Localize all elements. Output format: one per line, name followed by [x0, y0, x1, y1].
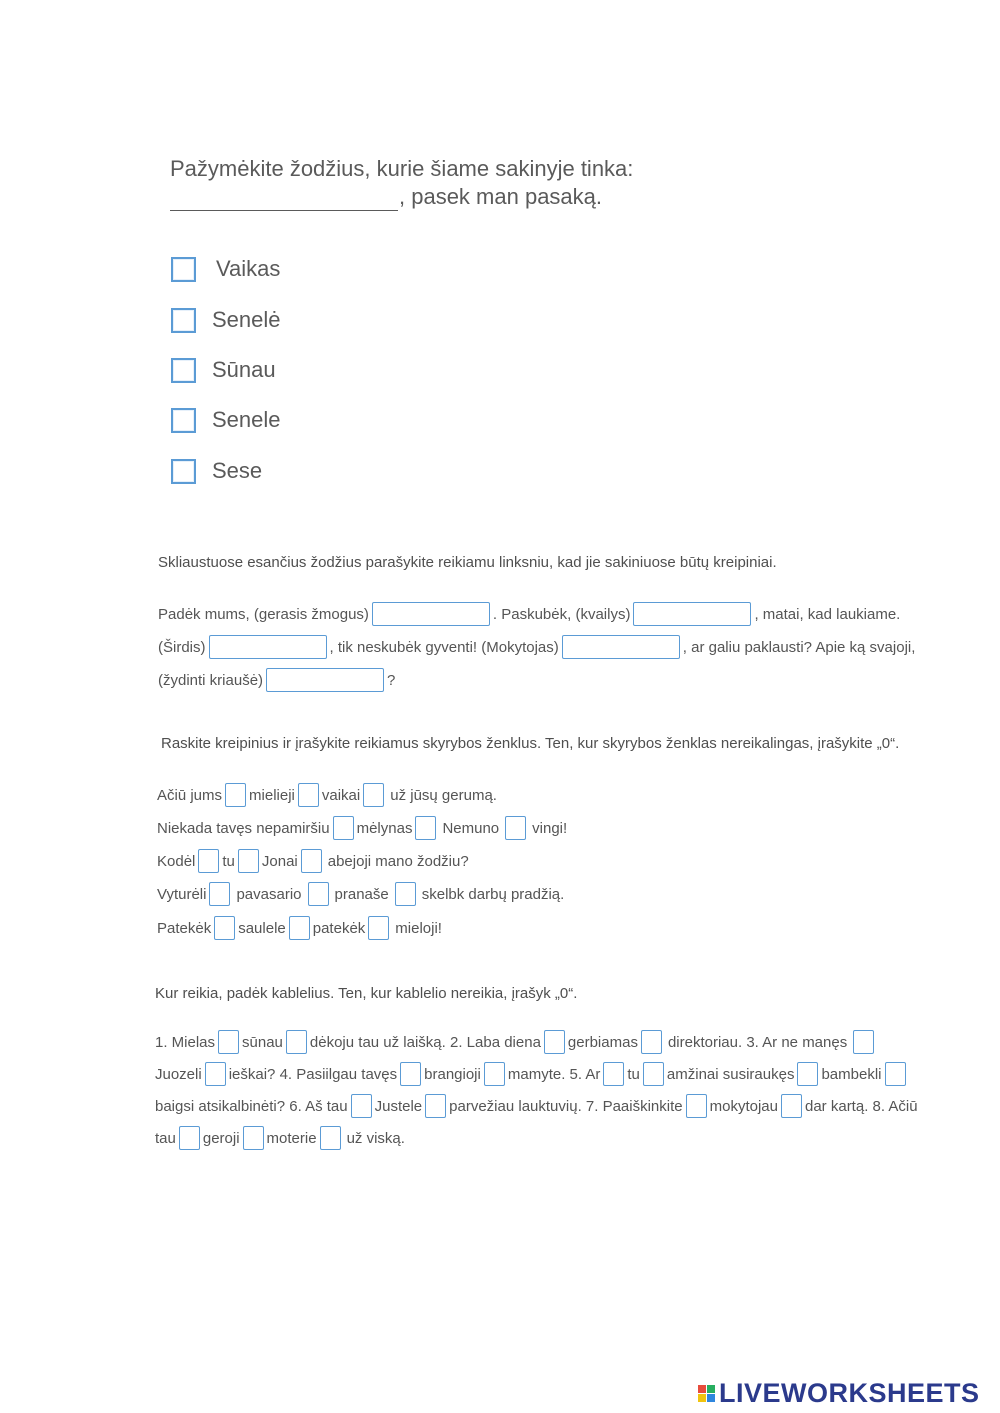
q4-comma-input[interactable]: [641, 1030, 662, 1054]
q3-punct-input[interactable]: [214, 916, 235, 940]
q4-comma-input[interactable]: [351, 1094, 372, 1118]
q1-option-label: Senele: [212, 407, 281, 432]
q1-checkbox-1[interactable]: [171, 308, 196, 333]
q3-text: už jūsų gerumą.: [390, 786, 497, 804]
q3-punct-input[interactable]: [333, 816, 354, 840]
q3-punct-input[interactable]: [289, 916, 310, 940]
q4-text: ieškai? 4. Pasiilgau tavęs: [228, 1065, 398, 1083]
q3-text: Kodėl: [157, 852, 196, 870]
q2-text: , matai, kad laukiame.: [754, 605, 901, 623]
q4-comma-input[interactable]: [205, 1062, 226, 1086]
q4-text: baigsi atsikalbinėti? 6. Aš tau: [155, 1097, 348, 1115]
q1-checkbox-4[interactable]: [171, 459, 196, 484]
q4-text: moterie: [266, 1129, 317, 1147]
q1-option-label: Senelė: [212, 307, 281, 332]
q4-comma-input[interactable]: [781, 1094, 802, 1118]
q3-punct-input[interactable]: [308, 882, 329, 906]
q2-text: (Širdis): [158, 638, 206, 656]
q2-text: (žydinti kriaušė): [158, 671, 264, 689]
q4-text: mokytojau: [709, 1097, 778, 1115]
q4-text: brangioji: [424, 1065, 481, 1083]
q2-text: Padėk mums, (gerasis žmogus): [158, 605, 369, 623]
q3-text: mieloji!: [395, 919, 442, 937]
q4-text: parvežiau lauktuvių. 7. Paaiškinkite: [449, 1097, 683, 1115]
q4-text: dar kartą. 8. Ačiū: [805, 1097, 918, 1115]
q1-checkbox-3[interactable]: [171, 408, 196, 433]
q4-text: Juozeli: [155, 1065, 202, 1083]
q3-text: patekėk: [312, 919, 366, 937]
q3-punct-input[interactable]: [238, 849, 259, 873]
q3-punct-input[interactable]: [198, 849, 219, 873]
q1-option-4[interactable]: [171, 456, 262, 486]
q3-punct-input[interactable]: [298, 783, 319, 807]
q2-text: , tik neskubėk gyventi! (Mokytojas): [329, 638, 559, 656]
q3-text: Niekada tavęs nepamiršiu: [157, 819, 330, 837]
q1-option-1[interactable]: [171, 305, 281, 335]
q3-line-5: [157, 916, 445, 940]
q3-text: Vyturėli: [157, 885, 207, 903]
q1-option-2[interactable]: [171, 355, 276, 385]
q2-answer-input[interactable]: [372, 602, 490, 626]
q1-sentence-rest: , pasek man pasaką.: [399, 184, 603, 209]
q1-sentence: [170, 183, 633, 211]
q4-text: bambekli: [821, 1065, 882, 1083]
q4-line-1: [155, 1030, 877, 1054]
logo-text: LIVEWORKSHEETS: [719, 1378, 980, 1408]
q2-line-3: [158, 668, 395, 692]
q3-text: skelbk darbų pradžią.: [421, 885, 565, 903]
q2-answer-input[interactable]: [209, 635, 327, 659]
q4-comma-input[interactable]: [484, 1062, 505, 1086]
q4-text: Justele: [374, 1097, 423, 1115]
q4-text: gerbiamas: [567, 1033, 638, 1051]
q3-text: Ačiū jums: [157, 786, 223, 804]
q4-comma-input[interactable]: [643, 1062, 664, 1086]
q2-line-2: [158, 635, 915, 659]
q4-text: amžinai susiraukęs: [666, 1065, 795, 1083]
q4-comma-input[interactable]: [243, 1126, 264, 1150]
q4-comma-input[interactable]: [853, 1030, 874, 1054]
q4-comma-input[interactable]: [286, 1030, 307, 1054]
q3-text: Patekėk: [157, 919, 212, 937]
q1-checkbox-0[interactable]: [171, 257, 196, 282]
q2-instruction: Skliaustuose esančius žodžius parašykite reikiamu linksniu, kad jie sakiniuose būtų kreipiniai.: [158, 554, 777, 571]
q3-text: vingi!: [532, 819, 568, 837]
q4-comma-input[interactable]: [425, 1094, 446, 1118]
q3-instruction: Raskite kreipinius ir įrašykite reikiamus skyrybos ženklus. Ten, kur skyrybos ženklas nereikalingas, įrašykite „0“.: [161, 735, 900, 752]
q3-punct-input[interactable]: [301, 849, 322, 873]
q3-punct-input[interactable]: [415, 816, 436, 840]
q4-line-3: [155, 1094, 918, 1118]
q4-comma-input[interactable]: [218, 1030, 239, 1054]
q3-text: mėlynas: [356, 819, 413, 837]
q4-comma-input[interactable]: [885, 1062, 906, 1086]
q2-text: , ar galiu paklausti? Apie ką svajoji,: [682, 638, 916, 656]
q3-punct-input[interactable]: [225, 783, 246, 807]
q4-comma-input[interactable]: [320, 1126, 341, 1150]
q2-answer-input[interactable]: [266, 668, 384, 692]
q3-punct-input[interactable]: [363, 783, 384, 807]
q3-punct-input[interactable]: [368, 916, 389, 940]
q4-comma-input[interactable]: [400, 1062, 421, 1086]
q1-option-label: Sese: [212, 458, 263, 483]
q4-comma-input[interactable]: [179, 1126, 200, 1150]
q3-text: Jonai: [261, 852, 298, 870]
q3-punct-input[interactable]: [395, 882, 416, 906]
q4-comma-input[interactable]: [544, 1030, 565, 1054]
q4-text: už viską.: [346, 1129, 405, 1147]
liveworksheets-logo: [698, 1378, 980, 1409]
q4-instruction: Kur reikia, padėk kablelius. Ten, kur kablelio nereikia, įrašyk „0“.: [155, 985, 578, 1002]
q4-comma-input[interactable]: [797, 1062, 818, 1086]
q3-punct-input[interactable]: [505, 816, 526, 840]
q3-text: vaikai: [321, 786, 361, 804]
q2-text: ?: [387, 671, 396, 689]
q4-line-2: [155, 1062, 909, 1086]
q3-text: tu: [222, 852, 235, 870]
q4-text: tau: [155, 1129, 176, 1147]
q3-text: saulele: [238, 919, 286, 937]
q2-text: . Paskubėk, (kvailys): [492, 605, 631, 623]
q4-text: geroji: [202, 1129, 240, 1147]
q3-line-4: [157, 882, 567, 906]
q3-text: abejoji mano žodžiu?: [327, 852, 469, 870]
q4-text: mamyte. 5. Ar: [507, 1065, 601, 1083]
q2-answer-input[interactable]: [633, 602, 751, 626]
q1-option-label: Vaikas: [216, 256, 281, 281]
q4-comma-input[interactable]: [686, 1094, 707, 1118]
q4-comma-input[interactable]: [603, 1062, 624, 1086]
q3-line-3: [157, 849, 472, 873]
q2-answer-input[interactable]: [562, 635, 680, 659]
q3-line-1: [157, 783, 500, 807]
q3-text: pavasario: [236, 885, 302, 903]
q1-option-3[interactable]: [171, 405, 281, 435]
q1-option-label: Sūnau: [212, 357, 276, 382]
q3-text: mielieji: [249, 786, 295, 804]
q1-checkbox-2[interactable]: [171, 358, 196, 383]
logo-squares-icon: [698, 1385, 715, 1402]
q3-punct-input[interactable]: [209, 882, 230, 906]
q1-option-0[interactable]: [171, 254, 280, 284]
q3-text: pranaše: [334, 885, 389, 903]
q4-text: 1. Mielas: [155, 1033, 216, 1051]
q4-text: direktoriau. 3. Ar ne manęs: [667, 1033, 848, 1051]
q4-text: sūnau: [242, 1033, 283, 1051]
q3-line-2: [157, 816, 570, 840]
q4-text: tu: [627, 1065, 640, 1083]
q1-blank-line: [170, 190, 398, 211]
q2-line-1: [158, 602, 900, 626]
q4-line-4: [155, 1126, 408, 1150]
q1-prompt: [170, 155, 633, 211]
q1-prompt-text: Pažymėkite žodžius, kurie šiame sakinyje tinka:: [170, 156, 634, 181]
q4-text: dėkoju tau už laišką. 2. Laba diena: [309, 1033, 541, 1051]
q3-text: Nemuno: [442, 819, 500, 837]
